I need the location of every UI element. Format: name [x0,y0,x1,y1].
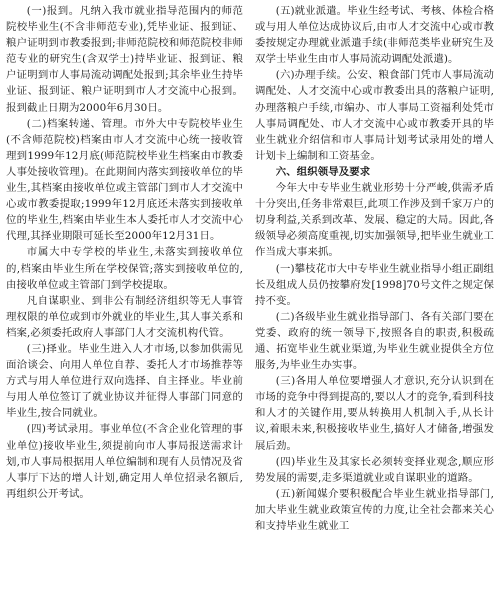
paragraph-local-graduates: 市属大中专学校的毕业生,未落实到接收单位的,档案由毕业生所在学校保管;落实到接收单位的,由接收单位或主管部门到学校提取。 [6,246,243,291]
paragraph-situation: 今年大中专毕业生就业形势十分严峻,供需矛盾十分突出,任务非常艰巨,此项工作涉及到千家万户的切身利益,关系到改革、发展、稳定的大局。因此,各级领导必须高度重视,切实加强领导,把毕业生就业工作当成大事来抓。 [255,182,494,259]
paragraph-exam-recruitment: (四)考试录用。事业单位(不含企业化管理的事业单位)接收毕业生,须提前向市人事局报送需求计划,市人事局根据用人单位编制和现有人员情况及省人事厅下达的增人计划,确定用人单位招录名额后,再组织公开考试。 [6,423,243,500]
paragraph-registration: (一)报到。凡纳入我市就业指导范围内的师范院校毕业生(不含非师范专业),凭毕业证、报到证、粮户证明到市教委报到;非师范院校和师范院校非师范专业的研究生(含双学士)持毕业证、报到证、粮户证明到市人事局流动调配处报到;其余毕业生持毕业证、报到证、粮户证明到市人才交流中心报到。报到截止日期为2000年6月30日。 [6,5,243,114]
right-column [255,3,494,606]
paragraph-employers: (三)各用人单位要增强人才意识,充分认识到在市场的竞争中得到提高的,要以人才的竞争,看到科技和人才的关键作用,要从转换用人机制入手,从长计议,着眼未来,积极接收毕业生,搞好人才储备,增强发展后劲。 [255,375,494,452]
paragraph-graduates-parents: (四)毕业生及其家长必须转变择业观念,顺应形势发展的需要,走多渠道就业或自谋职业的道路。 [255,455,494,484]
paragraph-media: (五)新闻媒介要积极配合毕业生就业指导部门,加大毕业生就业政策宣传的力度,让全社会都来关心和支持毕业生就业工 [255,487,494,532]
paragraph-departments: (二)各级毕业生就业指导部门、各有关部门要在党委、政府的统一领导下,按照各自的职责,积极疏通、拓宽毕业生就业渠道,为毕业生就业提供全方位服务,为毕业生办实事。 [255,310,494,372]
paragraph-leadership-group: (一)攀枝花市大中专毕业生就业指导小组正副组长及组成人员仍按攀府发[1998]70号文件之规定保持不变。 [255,262,494,307]
section-heading: 六、组织领导及要求 [275,165,371,178]
paragraph-job-selection: (三)择业。毕业生进入人才市场,以参加供需见面洽谈会、向用人单位自荐、委托人才市场推荐等方式与用人单位进行双向选择、自主择业。毕业前与用人单位签订了就业协议并征得人事部门同意的毕业生,按合同就业。 [6,342,243,420]
paragraph-file-transfer: (二)档案转递、管理。市外大中专院校毕业生(不含师范院校)档案由市人才交流中心统一接收管理到1999年12月底(师范院校毕业生档案由市教委人事处接收管理)。在此期间内落实到接收单位的毕业生,其档案由接收单位或主管部门到市人才交流中心或市教委提取;1999年12月底还未落实到接收单位的毕业生,档案由毕业生本人委托市人才交流中心代理,其择业期限可延长至2000年12月31日。 [6,117,243,243]
paragraph-dispatch: (五)就业派遣。毕业生经考试、考核、体检合格或与用人单位达成协议后,由市人才交流中心或市教委按规定办理就业派遣手续(非师范类毕业研究生及双学士毕业生由市人事局流动调配处派遣)。 [255,5,494,66]
left-column [6,3,243,606]
paragraph-self-employed: 凡自谋职业、到非公有制经济组织等无人事管理权限的单位或到市外就业的毕业生,其人事关系和档案,必须委托政府人事部门人才交流机构代管。 [6,294,243,339]
paragraph-procedures: (六)办理手续。公安、粮食部门凭市人事局流动调配处、人才交流中心或市教委出具的落粮户证明,办理落粮户手续,市编办、市人事局工资福利处凭市人事局调配处、市人才交流中心或市教委开具的毕业生就业介绍信和市人事局计划考试录用处的增人计划卡上编制和工资基金。 [255,69,494,162]
